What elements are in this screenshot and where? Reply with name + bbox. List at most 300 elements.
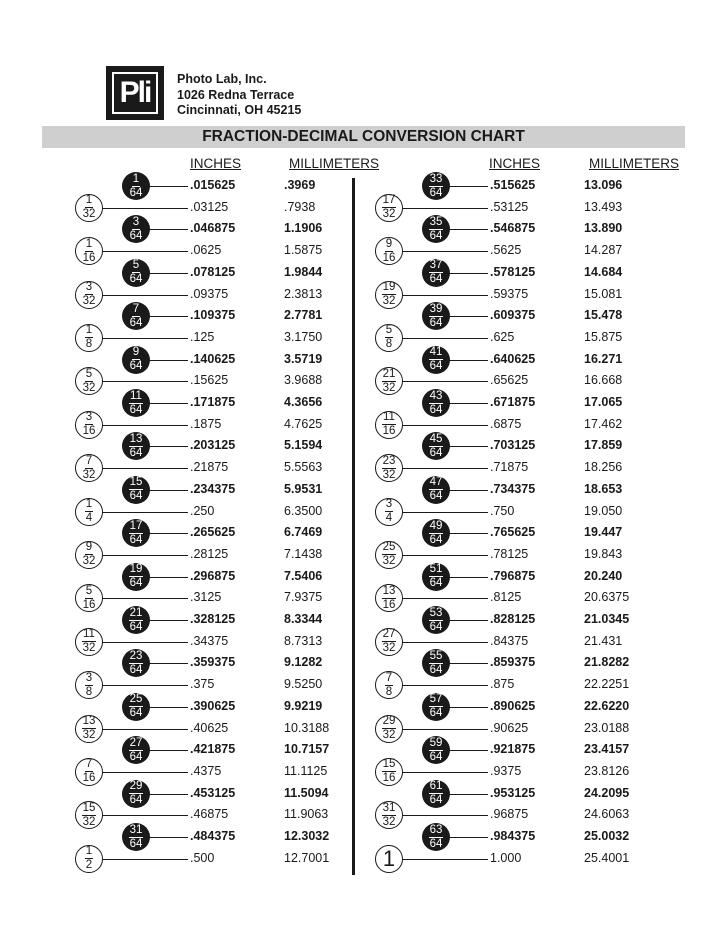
millimeters-value: 11.5094	[284, 785, 329, 800]
fraction-denominator: 32	[82, 815, 96, 828]
leader-line	[389, 685, 488, 686]
leader-line	[389, 859, 488, 860]
fraction-denominator: 64	[129, 316, 143, 329]
fraction-numerator: 21	[129, 606, 143, 619]
fraction-badge	[375, 715, 403, 743]
millimeters-value: 22.6220	[584, 698, 630, 713]
fraction-numerator: 47	[429, 476, 443, 489]
inches-value: .546875	[490, 221, 536, 236]
fraction-numerator: 33	[429, 172, 443, 185]
fraction-denominator: 16	[82, 425, 96, 438]
millimeters-value: 3.5719	[284, 351, 323, 366]
millimeters-value: 23.4157	[584, 742, 630, 757]
fraction-badge	[75, 498, 103, 526]
fraction-badge	[75, 715, 103, 743]
fraction-denominator: 64	[129, 229, 143, 242]
fraction-denominator: 32	[82, 642, 96, 655]
fraction-badge	[122, 693, 150, 721]
fraction-numerator: 9	[385, 237, 393, 250]
leader-line	[389, 338, 488, 339]
fraction-numerator: 25	[382, 541, 396, 554]
inches-header-right: INCHES	[489, 156, 541, 171]
leader-line	[389, 598, 488, 599]
fraction-numerator: 17	[382, 194, 396, 207]
fraction-numerator: 35	[429, 215, 443, 228]
leader-line	[89, 208, 188, 209]
table-row	[0, 736, 728, 763]
fraction-numerator: 43	[429, 389, 443, 402]
millimeters-value: 12.7001	[284, 850, 330, 865]
inches-value: .703125	[490, 438, 536, 453]
fraction-denominator: 64	[429, 577, 443, 590]
fraction-denominator: 8	[385, 685, 393, 698]
fraction-denominator: 16	[382, 598, 396, 611]
fraction-numerator: 31	[382, 801, 396, 814]
inches-value: .171875	[190, 395, 236, 409]
fraction-numerator: 13	[382, 584, 396, 597]
millimeters-value: 9.5250	[284, 677, 323, 692]
leader-line	[389, 251, 488, 252]
fraction-numerator: 61	[429, 780, 443, 793]
millimeters-value: 25.4001	[584, 850, 630, 865]
table-row	[0, 432, 728, 459]
leader-line	[89, 555, 188, 556]
fraction-numerator: 5	[85, 584, 93, 597]
millimeters-value: 21.8282	[584, 655, 630, 670]
millimeters-value: 25.0032	[584, 829, 630, 843]
millimeters-value: 5.5563	[284, 460, 323, 475]
millimeters-value: 5.9531	[284, 481, 323, 496]
fraction-badge	[422, 823, 450, 851]
inches-header-left: INCHES	[190, 156, 242, 171]
fraction-denominator: 32	[82, 381, 96, 394]
inches-value: .46875	[190, 807, 229, 822]
fraction-badge	[375, 845, 403, 873]
inches-value: .8125	[490, 590, 522, 605]
table-row	[0, 302, 728, 329]
millimeters-value: 5.1594	[284, 438, 323, 453]
table-row	[0, 519, 728, 546]
inches-value: .890625	[490, 698, 536, 713]
company-address-line1: 1026 Redna Terrace	[177, 87, 295, 102]
fraction-denominator: 32	[382, 468, 396, 481]
fraction-numerator: 7	[385, 671, 393, 684]
fraction-denominator: 64	[129, 186, 143, 199]
leader-line	[89, 642, 188, 643]
millimeters-value: 21.431	[584, 633, 623, 648]
fraction-denominator: 8	[85, 338, 93, 351]
fraction-numerator: 55	[429, 649, 443, 662]
inches-value: .28125	[190, 546, 229, 561]
fraction-denominator: 64	[429, 620, 443, 633]
fraction-badge	[375, 498, 403, 526]
fraction-denominator: 32	[382, 642, 396, 655]
fraction-badge	[122, 259, 150, 287]
inches-value: .59375	[490, 286, 529, 301]
millimeters-value: 21.0345	[584, 612, 630, 626]
fraction-badge	[422, 736, 450, 764]
leader-line	[89, 598, 188, 599]
fraction-denominator: 64	[429, 446, 443, 459]
fraction-numerator: 23	[382, 454, 396, 467]
leader-line	[389, 815, 488, 816]
fraction-numerator: 1	[85, 237, 93, 250]
fraction-badge	[122, 780, 150, 808]
millimeters-value: 23.0188	[584, 720, 630, 735]
fraction-denominator: 2	[85, 859, 93, 872]
leader-line	[389, 555, 488, 556]
inches-value: .78125	[490, 546, 529, 561]
inches-value: .96875	[490, 807, 529, 822]
fraction-denominator: 64	[429, 794, 443, 807]
millimeters-value: 4.3656	[284, 395, 323, 409]
millimeters-value: 9.9219	[284, 698, 323, 713]
millimeters-value: 22.2251	[584, 677, 630, 692]
millimeters-value: 12.3032	[284, 829, 330, 843]
fraction-badge	[122, 389, 150, 417]
inches-value: .796875	[490, 568, 536, 583]
leader-line	[89, 859, 188, 860]
millimeters-value: 20.240	[584, 568, 623, 583]
fraction-numerator: 21	[382, 367, 396, 380]
fraction-badge	[422, 780, 450, 808]
millimeters-value: .7938	[284, 199, 316, 214]
millimeters-value: 13.096	[584, 178, 623, 192]
millimeters-value: 10.7157	[284, 742, 330, 757]
fraction-numerator: 15	[82, 801, 96, 814]
millimeters-value: 18.653	[584, 481, 623, 496]
fraction-badge	[422, 476, 450, 504]
inches-value: .953125	[490, 785, 536, 800]
inches-value: .9375	[490, 763, 522, 778]
inches-value: .4375	[190, 763, 222, 778]
fraction-badge	[75, 237, 103, 265]
fraction-badge	[375, 454, 403, 482]
inches-value: .015625	[190, 178, 236, 192]
inches-value: .750	[490, 503, 515, 518]
millimeters-value: 1.5875	[284, 243, 323, 258]
inches-value: .500	[190, 850, 215, 865]
inches-value: .921875	[490, 742, 536, 757]
fraction-denominator: 4	[385, 512, 393, 524]
fraction-badge	[122, 606, 150, 634]
millimeters-value: 24.2095	[584, 785, 630, 800]
inches-value: 1.000	[490, 850, 522, 865]
fraction-badge	[122, 346, 150, 374]
leader-line	[389, 381, 488, 382]
leader-line	[89, 338, 188, 339]
fraction-numerator: 57	[429, 693, 443, 706]
leader-line	[89, 512, 188, 513]
inches-value: .421875	[190, 742, 236, 757]
fraction-badge	[422, 172, 450, 200]
fraction-denominator: 4	[85, 512, 93, 524]
table-row	[0, 563, 728, 590]
millimeters-value: 11.9063	[284, 807, 329, 822]
fraction-numerator: 49	[429, 519, 443, 532]
fraction-numerator: 13	[129, 432, 143, 445]
fraction-denominator: 16	[382, 251, 396, 264]
fraction-denominator: 64	[129, 490, 143, 503]
fraction-numerator: 15	[382, 758, 396, 771]
inches-value: .765625	[490, 525, 536, 540]
fraction-numerator: 5	[132, 259, 140, 272]
table-row	[0, 172, 728, 199]
inches-value: .234375	[190, 481, 236, 496]
millimeters-value: 1.9844	[284, 264, 323, 279]
fraction-badge	[375, 758, 403, 786]
fraction-numerator: 5	[385, 324, 393, 337]
millimeters-header-left: MILLIMETERS	[289, 156, 380, 171]
millimeters-value: 9.1282	[284, 655, 323, 670]
millimeters-value: 8.3344	[284, 612, 323, 626]
fraction-badge	[422, 302, 450, 330]
fraction-numerator: 7	[132, 302, 140, 315]
fraction-badge	[375, 324, 403, 352]
fraction-denominator: 32	[382, 295, 396, 307]
millimeters-value: 11.1125	[284, 763, 328, 778]
millimeters-value: 3.9688	[284, 373, 323, 388]
millimeters-value: 6.7469	[284, 525, 323, 540]
inches-value: .671875	[490, 395, 536, 409]
fraction-badge	[75, 194, 103, 222]
fraction-numerator: 37	[429, 259, 443, 272]
fraction-numerator: 29	[382, 715, 396, 727]
inches-value: .859375	[490, 655, 536, 670]
inches-value: .34375	[190, 633, 229, 648]
table-row	[0, 346, 728, 373]
fraction-numerator: 13	[82, 715, 96, 727]
millimeters-value: 23.8126	[584, 763, 630, 778]
fraction-denominator: 16	[82, 251, 96, 264]
fraction-denominator: 64	[429, 360, 443, 373]
fraction-denominator: 32	[382, 729, 396, 741]
fraction-denominator: 32	[382, 815, 396, 828]
inches-value: .375	[190, 677, 215, 692]
fraction-denominator: 8	[385, 338, 393, 351]
fraction-denominator: 64	[429, 707, 443, 720]
leader-line	[389, 772, 488, 773]
millimeters-value: .3969	[284, 178, 316, 192]
fraction-denominator: 64	[129, 663, 143, 676]
fraction-badge	[375, 541, 403, 569]
fraction-numerator: 3	[85, 671, 93, 684]
fraction-denominator: 32	[82, 208, 96, 221]
millimeters-header-right: MILLIMETERS	[589, 156, 680, 171]
millimeters-value: 4.7625	[284, 416, 323, 431]
fraction-denominator: 64	[429, 186, 443, 199]
fraction-numerator: 15	[129, 476, 143, 489]
fraction-denominator: 16	[382, 425, 396, 438]
leader-line	[89, 772, 188, 773]
inches-value: .640625	[490, 351, 536, 366]
millimeters-value: 2.7781	[284, 308, 323, 323]
inches-value: .203125	[190, 438, 236, 453]
leader-line	[389, 512, 488, 513]
inches-value: .484375	[190, 829, 236, 843]
millimeters-value: 15.478	[584, 308, 623, 323]
company-name: Photo Lab, Inc.	[177, 72, 267, 86]
leader-line	[89, 685, 188, 686]
fraction-badge	[422, 563, 450, 591]
fraction-numerator: 51	[429, 563, 443, 576]
fraction-denominator: 64	[429, 533, 443, 546]
inches-value: .828125	[490, 612, 536, 626]
millimeters-value: 19.447	[584, 525, 623, 540]
fraction-denominator: 64	[129, 403, 143, 416]
fraction-denominator: 32	[82, 729, 96, 741]
inches-value: .265625	[190, 525, 236, 540]
millimeters-value: 20.6375	[584, 590, 630, 605]
leader-line	[89, 815, 188, 816]
fraction-denominator: 32	[82, 468, 96, 481]
fraction-numerator: 59	[429, 736, 443, 749]
inches-value: .390625	[190, 698, 236, 713]
fraction-badge	[75, 845, 103, 873]
fraction-numerator: 5	[85, 367, 93, 380]
fraction-badge	[75, 758, 103, 786]
fraction-numerator: 53	[429, 606, 443, 619]
fraction-badge	[75, 454, 103, 482]
fraction-numerator: 27	[382, 628, 396, 641]
fraction-badge	[75, 411, 103, 439]
fraction-badge	[375, 628, 403, 656]
fraction-numerator: 1	[85, 845, 93, 858]
fraction-badge	[75, 281, 103, 309]
table-row	[0, 389, 728, 416]
fraction-denominator: 64	[429, 490, 443, 503]
leader-line	[389, 729, 488, 730]
table-row	[0, 215, 728, 242]
fraction-badge	[122, 172, 150, 200]
millimeters-value: 17.859	[584, 438, 623, 453]
inches-value: .71875	[490, 460, 529, 475]
fraction-numerator: 19	[382, 281, 396, 293]
fraction-numerator: 1	[132, 172, 140, 185]
fraction-numerator: 29	[129, 780, 143, 793]
fraction-numerator: 3	[385, 498, 393, 510]
leader-line	[389, 208, 488, 209]
fraction-denominator: 64	[129, 360, 143, 373]
millimeters-value: 13.890	[584, 221, 623, 236]
fraction-denominator: 16	[82, 598, 96, 611]
fraction-badge	[422, 519, 450, 547]
fraction-denominator: 64	[429, 229, 443, 242]
millimeters-value: 7.9375	[284, 590, 323, 605]
table-row	[0, 693, 728, 720]
fraction-badge	[122, 736, 150, 764]
inches-value: .625	[490, 329, 515, 344]
fraction-denominator: 64	[129, 794, 143, 807]
fraction-denominator: 16	[82, 772, 96, 785]
company-address-line2: Cincinnati, OH 45215	[177, 103, 302, 117]
inches-value: .03125	[190, 199, 229, 214]
company-logo	[106, 66, 164, 120]
millimeters-value: 16.271	[584, 351, 623, 366]
fraction-numerator: 9	[132, 346, 140, 359]
leader-line	[389, 468, 488, 469]
fraction-denominator: 16	[382, 772, 396, 785]
fraction-numerator: 1	[85, 194, 93, 207]
fraction-numerator: 3	[85, 411, 93, 424]
fraction-denominator: 64	[129, 533, 143, 546]
leader-line	[89, 468, 188, 469]
fraction-badge	[75, 671, 103, 699]
fraction-numerator: 11	[130, 389, 142, 402]
fraction-numerator: 9	[85, 541, 93, 554]
inches-value: .984375	[490, 829, 536, 843]
inches-value: .90625	[490, 720, 529, 735]
fraction-numerator: 41	[429, 346, 443, 359]
fraction-badge	[75, 628, 103, 656]
millimeters-value: 7.1438	[284, 546, 323, 561]
fraction-denominator: 64	[429, 273, 443, 286]
millimeters-value: 6.3500	[284, 503, 323, 518]
fraction-badge	[422, 389, 450, 417]
fraction-numerator: 27	[129, 736, 143, 749]
fraction-denominator: 32	[82, 555, 96, 568]
inches-value: .53125	[490, 199, 529, 214]
fraction-badge	[375, 194, 403, 222]
fraction-numerator: 19	[129, 563, 143, 576]
inches-value: .5625	[490, 243, 522, 258]
fraction-whole: 1	[382, 846, 396, 872]
fraction-denominator: 32	[382, 208, 396, 221]
millimeters-value: 14.684	[584, 264, 623, 279]
inches-value: .40625	[190, 720, 229, 735]
table-row	[0, 476, 728, 503]
millimeters-value: 13.493	[584, 199, 623, 214]
fraction-numerator: 45	[429, 432, 443, 445]
fraction-numerator: 11	[83, 628, 95, 641]
inches-value: .578125	[490, 264, 536, 279]
leader-line	[89, 251, 188, 252]
fraction-badge	[375, 671, 403, 699]
fraction-badge	[122, 476, 150, 504]
fraction-numerator: 1	[85, 324, 93, 337]
millimeters-value: 18.256	[584, 460, 623, 475]
inches-value: .515625	[490, 178, 536, 192]
millimeters-value: 8.7313	[284, 633, 323, 648]
fraction-denominator: 32	[82, 295, 96, 307]
inches-value: .6875	[490, 416, 522, 431]
leader-line	[89, 729, 188, 730]
fraction-badge	[122, 519, 150, 547]
millimeters-value: 3.1750	[284, 329, 323, 344]
inches-value: .109375	[190, 308, 236, 323]
fraction-denominator: 64	[429, 663, 443, 676]
logo-text: Pli	[112, 72, 158, 114]
fraction-numerator: 1	[85, 498, 93, 510]
inches-value: .65625	[490, 373, 529, 388]
fraction-denominator: 64	[129, 620, 143, 633]
millimeters-value: 19.843	[584, 546, 623, 561]
table-row	[0, 823, 728, 850]
fraction-numerator: 3	[132, 215, 140, 228]
leader-line	[89, 381, 188, 382]
fraction-numerator: 31	[129, 823, 143, 836]
inches-value: .09375	[190, 286, 229, 301]
fraction-badge	[422, 346, 450, 374]
inches-value: .15625	[190, 373, 229, 388]
fraction-numerator: 17	[129, 519, 143, 532]
fraction-denominator: 64	[129, 446, 143, 459]
inches-value: .875	[490, 677, 515, 692]
millimeters-value: 14.287	[584, 243, 623, 258]
fraction-numerator: 7	[85, 454, 93, 467]
fraction-badge	[422, 693, 450, 721]
millimeters-value: 1.1906	[284, 221, 323, 236]
